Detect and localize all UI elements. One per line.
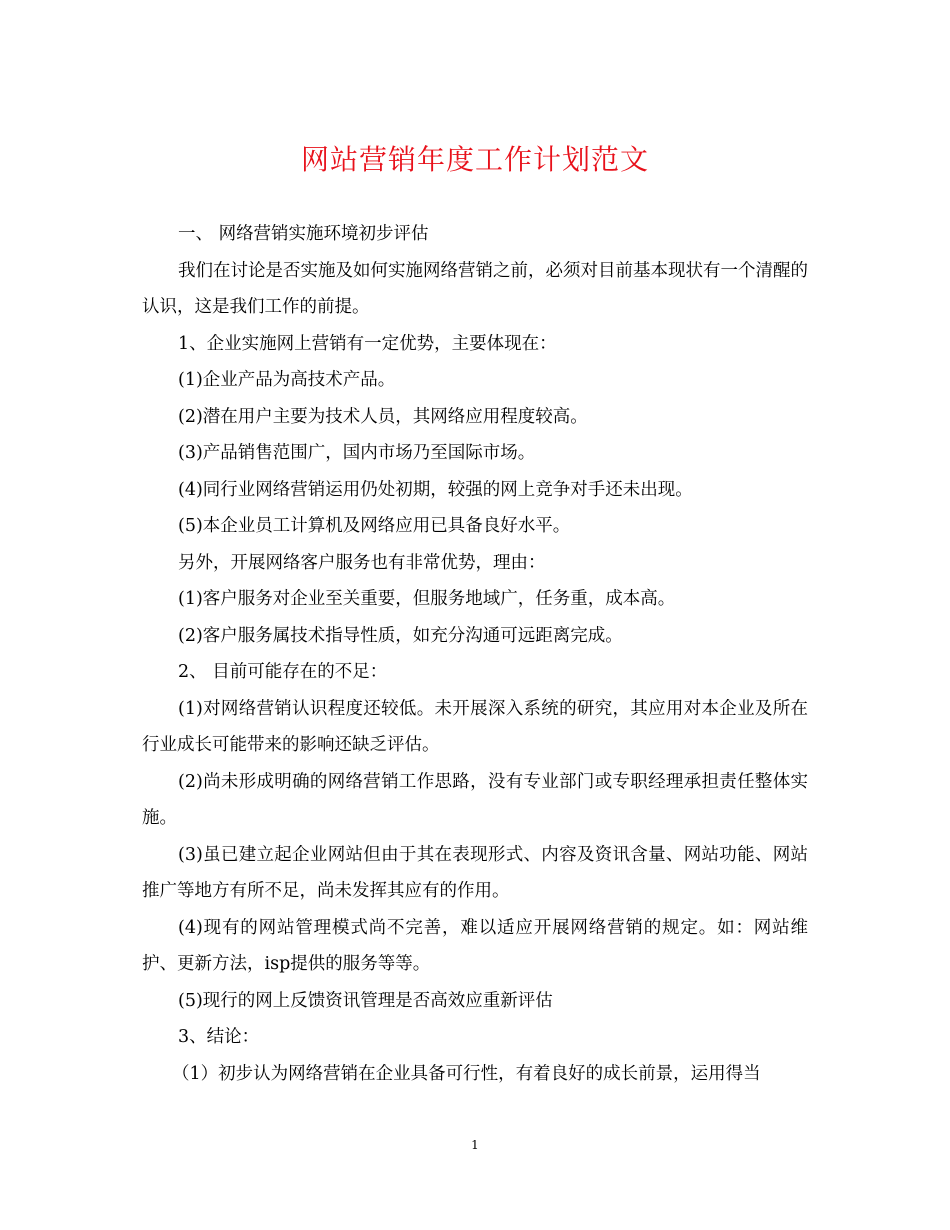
subsection-heading: 1、企业实施网上营销有一定优势，主要体现在： <box>178 333 557 354</box>
list-item: (3)虽已建立起企业网站但由于其在表现形式、内容及资讯含量、网站功能、网站推广等地方有所不足，尚未发挥其应有的作用。 <box>142 844 808 901</box>
list-item: (2)潜在用户主要为技术人员，其网络应用程度较高。 <box>178 406 588 427</box>
section-heading: 一、 网络营销实施环境初步评估 <box>178 224 429 244</box>
list-item: (1)企业产品为高技术产品。 <box>178 370 396 390</box>
list-item: (1)对网络营销认识程度还较低。未开展深入系统的研究，其应用对本企业及所在行业成长可能带来的影响还缺乏评估。 <box>142 698 808 755</box>
document-title: 网站营销年度工作计划范文 <box>300 143 649 176</box>
list-item: (2)客户服务属技术指导性质，如充分沟通可远距离完成。 <box>178 625 623 646</box>
list-item: (1)客户服务对企业至关重要，但服务地域广，任务重，成本高。 <box>178 589 676 609</box>
list-item: (4)同行业网络营销运用仍处初期，较强的网上竞争对手还未出现。 <box>178 479 693 500</box>
list-item: （1）初步认为网络营销在企业具备可行性，有着良好的成长前景，运用得当 <box>172 1063 761 1084</box>
document-body <box>142 216 808 1092</box>
subsection-heading: 3、结论： <box>178 1027 260 1047</box>
list-item: (4)现有的网站管理模式尚不完善，难以适应开展网络营销的规定。如：网站维护、更新方法，isp提供的服务等等。 <box>142 917 808 974</box>
list-item: (5)本企业员工计算机及网络应用已具备良好水平。 <box>178 516 571 536</box>
list-item: (3)产品销售范围广，国内市场乃至国际市场。 <box>178 443 536 463</box>
paragraph: 另外，开展网络客户服务也有非常优势，理由： <box>178 552 546 573</box>
list-item: (2)尚未形成明确的网络营销工作思路，没有专业部门或专职经理承担责任整体实施。 <box>142 771 808 828</box>
page-number: 1 <box>471 1138 479 1152</box>
list-item: (5)现行的网上反馈资讯管理是否高效应重新评估 <box>178 990 553 1011</box>
paragraph: 我们在讨论是否实施及如何实施网络营销之前，必须对目前基本现状有一个清醒的认识，这是我们工作的前提。 <box>142 260 808 317</box>
subsection-heading: 2、 目前可能存在的不足： <box>178 662 388 682</box>
